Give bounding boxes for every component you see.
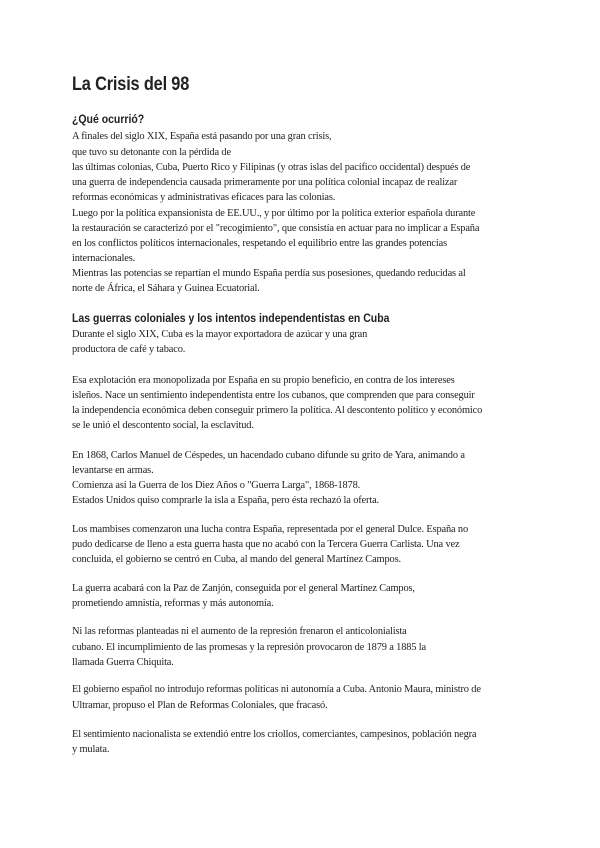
section2-line: levantarse en armas. xyxy=(72,465,154,476)
section2-line: isleños. Nace un sentimiento independentista entre los cubanos, que comprenden que para conseguir xyxy=(72,390,475,401)
section2-line: cubano. El incumplimiento de las promesas y la represión provocaron de 1879 a 1885 la xyxy=(72,642,426,653)
section1-line: norte de África, el Sáhara y Guinea Ecuatorial. xyxy=(72,283,260,294)
section2-line: llamada Guerra Chiquita. xyxy=(72,657,174,668)
section2-line: Durante el siglo XIX, Cuba es la mayor exportadora de azúcar y una gran xyxy=(72,329,368,340)
section2-line: Comienza así la Guerra de los Diez Años o "Guerra Larga", 1868-1878. xyxy=(72,480,361,491)
document-title: La Crisis del 98 xyxy=(72,74,190,95)
section1-line: la restauración se caracterizó por el "recogimiento", que consistía en actuar para no implicar a España xyxy=(72,223,480,234)
section2-line: Esa explotación era monopolizada por España en su propio beneficio, en contra de los intereses xyxy=(72,375,455,386)
section1-line: las últimas colonias, Cuba, Puerto Rico y Filipinas (y otras islas del pacífico occidental) después de xyxy=(72,162,471,173)
section2-line: productora de café y tabaco. xyxy=(72,344,186,355)
section2-line: pudo dedicarse de lleno a esta guerra hasta que no acabó con la Tercera Guerra Carlista. Una vez xyxy=(72,539,460,550)
section2-line: La guerra acabará con la Paz de Zanjón, conseguida por el general Martínez Campos, xyxy=(72,583,415,594)
section1-line: Luego por la política expansionista de EE.UU., y por último por la política exterior española durante xyxy=(72,208,476,219)
section1-line: reformas económicas y administrativas eficaces para las colonias. xyxy=(72,192,336,203)
section2-line: En 1868, Carlos Manuel de Céspedes, un hacendado cubano difunde su grito de Yara, animando a xyxy=(72,450,465,461)
section2-line: Estados Unidos quiso comprarle la isla a España, pero ésta rechazó la oferta. xyxy=(72,495,379,506)
section2-line: Los mambises comenzaron una lucha contra España, representada por el general Dulce. España no xyxy=(72,524,469,535)
section2-line: El gobierno español no introdujo reformas políticas ni autonomía a Cuba. Antonio Maura, ministro de xyxy=(72,684,481,695)
section1-line: una guerra de independencia causada primeramente por una política colonial incapaz de realizar xyxy=(72,177,458,188)
section2-heading: Las guerras coloniales y los intentos independentistas en Cuba xyxy=(72,311,390,325)
section2-line: El sentimiento nacionalista se extendió entre los criollos, comerciantes, campesinos, población negra xyxy=(72,729,477,740)
section2-line: concluida, el gobierno se centró en Cuba, al mando del general Martínez Campos. xyxy=(72,554,401,565)
section2-line: Ultramar, propuso el Plan de Reformas Coloniales, que fracasó. xyxy=(72,700,328,711)
section1-heading: ¿Qué ocurrió? xyxy=(72,112,145,126)
section1-line: A finales del siglo XIX, España está pasando por una gran crisis, xyxy=(72,131,332,142)
section1-line: en los conflictos políticos internacionales, respetando el equilibrio entre las grandes potencias xyxy=(72,238,447,249)
section1-line: Mientras las potencias se repartían el mundo España perdía sus posesiones, quedando reducidas al xyxy=(72,268,466,279)
section2-line: la independencia económica deben conseguir primero la política. Al descontento político y económico xyxy=(72,405,483,416)
section2-line: prometiendo amnistía, reformas y más autonomía. xyxy=(72,598,274,609)
section2-line: y mulata. xyxy=(72,744,110,755)
section2-line: se le unió el descontento social, la esclavitud. xyxy=(72,420,254,431)
section2-line: Ni las reformas planteadas ni el aumento de la represión frenaron el anticolonialista xyxy=(72,626,407,637)
section1-line: que tuvo su detonante con la pérdida de xyxy=(72,147,231,158)
section1-line: internacionales. xyxy=(72,253,136,264)
